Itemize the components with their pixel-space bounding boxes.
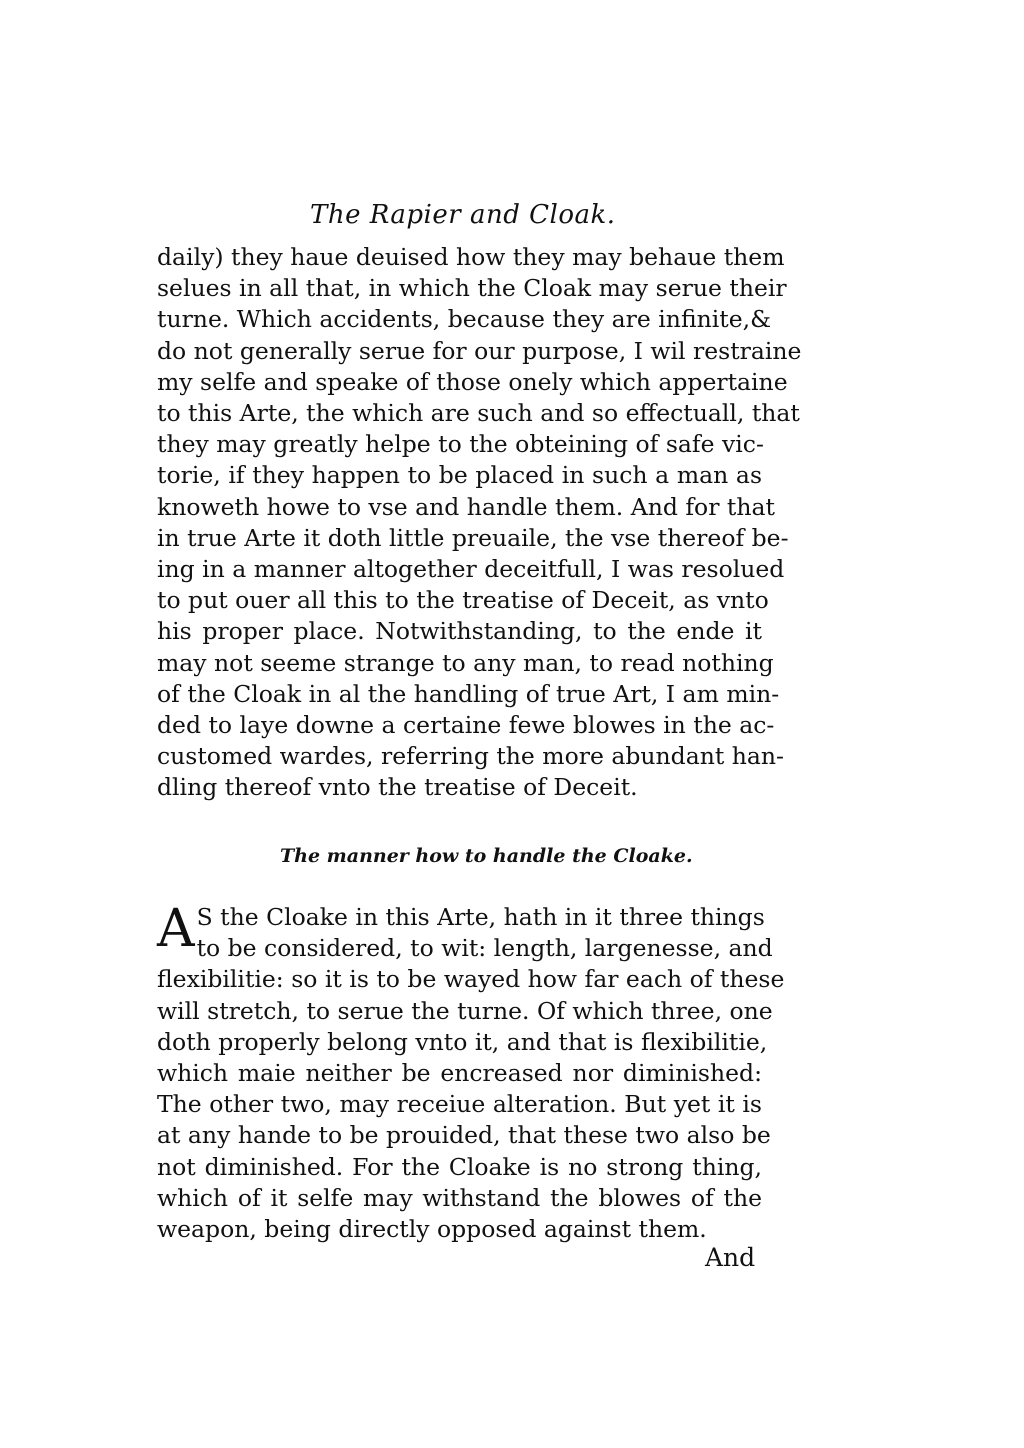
text-line: ing in a manner altogether deceitfull, I was resolued [157,555,785,584]
text-line: flexibilitie: so it is to be wayed how far each of these [157,965,785,994]
text-line: to this Arte, the which are such and so effectuall, that [157,399,800,428]
text-line: to put ouer all this to the treatise of Deceit, as vnto [157,586,769,615]
running-head: The Rapier and Cloak. [310,200,616,230]
text-line: his proper place. Notwithstanding, to the ende it [157,617,762,646]
text-line: to be considered, to wit: length, largenesse, and [196,934,773,963]
text-line: The other two, may receiue alteration. But yet it is [157,1090,762,1119]
text-line: daily) they haue deuised how they may behaue them [157,243,785,271]
text-line: of the Cloak in al the handling of true Art, I am min- [157,679,780,708]
text-line: customed wardes, referring the more abundant han- [157,742,784,771]
section-heading: The manner how to handle the Cloake. [280,845,693,867]
text-line: they may greatly helpe to the obteining of safe vic- [157,430,764,459]
text-line: turne. Which accidents, because they are infinite,& [157,305,772,334]
text-line: at any hande to be prouided, that these two also be [157,1121,771,1150]
text-line: S the Cloake in this Arte, hath in it three things [196,903,765,931]
text-line: not diminished. For the Cloake is no strong thing, [157,1152,762,1181]
text-line: doth properly belong vnto it, and that is flexibilitie, [157,1027,768,1056]
text-line: selues in all that, in which the Cloak may serue their [157,274,787,303]
text-line: which maie neither be encreased nor diminished: [157,1059,762,1088]
paragraph-1 [157,242,802,804]
text-line: ded to laye downe a certaine fewe blowes in the ac- [157,711,775,740]
catchword: And [705,1243,756,1272]
text-line: torie, if they happen to be placed in such a man as [157,461,762,490]
text-line: which of it selfe may withstand the blowes of the [157,1183,762,1212]
text-line: will stretch, to serue the turne. Of which three, one [157,996,773,1025]
drop-cap: A [157,899,195,959]
text-line: do not generally serue for our purpose, I wil restraine [157,336,802,365]
paragraph-2 [157,899,785,1245]
text-line: may not seeme strange to any man, to read nothing [157,648,774,677]
text-line: my selfe and speake of those onely which appertaine [157,367,788,396]
text-line: weapon, being directly opposed against them. [157,1215,707,1244]
text-line: knoweth howe to vse and handle them. And for that [157,492,775,521]
text-line: in true Arte it doth little preuaile, the vse thereof be- [157,523,789,552]
text-line: dling thereof vnto the treatise of Deceit. [157,773,638,802]
